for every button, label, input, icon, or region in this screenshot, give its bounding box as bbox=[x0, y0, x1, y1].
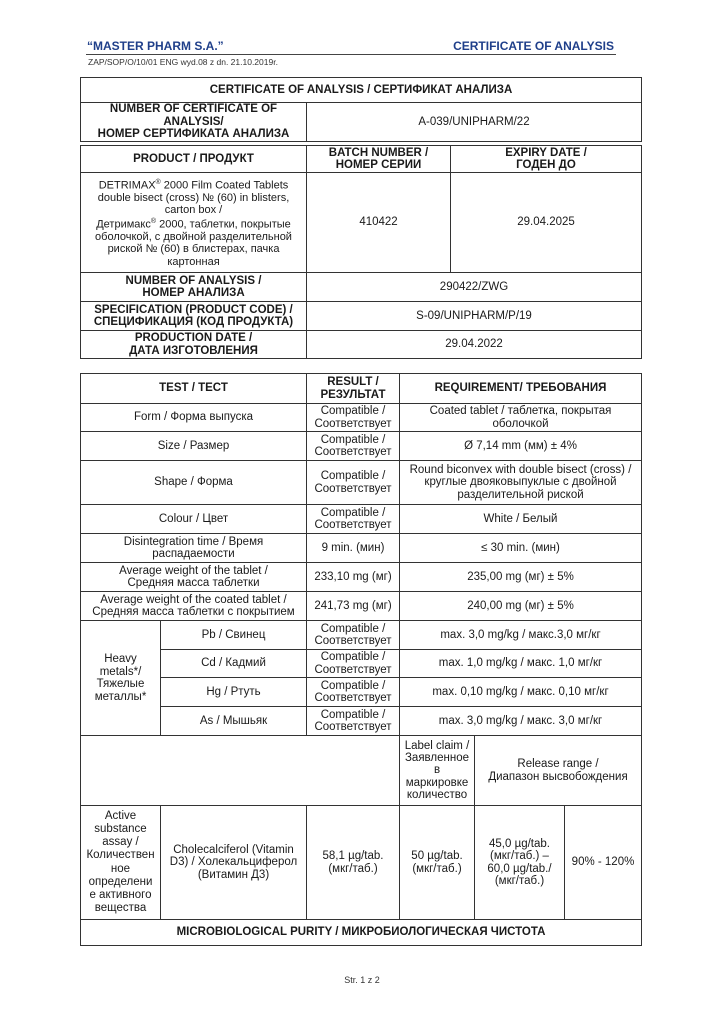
requirement-column-header: REQUIREMENT/ ТРЕБОВАНИЯ bbox=[400, 374, 642, 404]
assay-header-blank bbox=[81, 736, 400, 806]
expiry-date-value: 29.04.2025 bbox=[451, 173, 642, 273]
test-average-weight: Average weight of the tablet / Средняя масса таблетки bbox=[81, 563, 307, 592]
assay-percent-range: 90% - 120% bbox=[565, 806, 642, 920]
requirement-coated-weight: 240,00 mg (мг) ± 5% bbox=[400, 592, 642, 621]
result-arsenic: Compatible / Соответствует bbox=[307, 707, 400, 736]
label-claim-header: Label claim / Заявленное в маркировке количество bbox=[400, 736, 475, 806]
result-shape: Compatible / Соответствует bbox=[307, 461, 400, 505]
release-range-header: Release range / Диапазон высвобождения bbox=[475, 736, 642, 806]
expiry-column-header: EXPIRY DATE / ГОДЕН ДО bbox=[451, 146, 642, 173]
specification-label: SPECIFICATION (PRODUCT CODE) / СПЕЦИФИКАЦИЯ (КОД ПРОДУКТА) bbox=[81, 302, 307, 331]
requirement-size: Ø 7,14 mm (мм) ± 4% bbox=[400, 432, 642, 461]
product-column-header: PRODUCT / ПРОДУКТ bbox=[81, 146, 307, 173]
requirement-arsenic: max. 3,0 mg/kg / макс. 3,0 мг/кг bbox=[400, 707, 642, 736]
result-lead: Compatible / Соответствует bbox=[307, 621, 400, 650]
test-disintegration: Disintegration time / Время распадаемости bbox=[81, 534, 307, 563]
result-size: Compatible / Соответствует bbox=[307, 432, 400, 461]
requirement-cadmium: max. 1,0 mg/kg / макс. 1,0 мг/кг bbox=[400, 650, 642, 678]
requirement-lead: max. 3,0 mg/kg / макс.3,0 мг/кг bbox=[400, 621, 642, 650]
microbiological-purity-title: MICROBIOLOGICAL PURITY / МИКРОБИОЛОГИЧЕСКАЯ ЧИСТОТА bbox=[81, 920, 642, 946]
assay-result: 58,1 µg/tab. (мкг/таб.) bbox=[307, 806, 400, 920]
header-divider bbox=[86, 54, 616, 55]
test-size: Size / Размер bbox=[81, 432, 307, 461]
specification-value: S-09/UNIPHARM/P/19 bbox=[307, 302, 642, 331]
test-coated-weight: Average weight of the coated tablet / Средняя масса таблетки с покрытием bbox=[81, 592, 307, 621]
requirement-shape: Round biconvex with double bisect (cross) / круглые двояковыпуклые с двойной разделительной риской bbox=[400, 461, 642, 505]
batch-number-value: 410422 bbox=[307, 173, 451, 273]
test-arsenic: As / Мышьяк bbox=[161, 707, 307, 736]
test-shape: Shape / Форма bbox=[81, 461, 307, 505]
result-cadmium: Compatible / Соответствует bbox=[307, 650, 400, 678]
document-type: CERTIFICATE OF ANALYSIS bbox=[453, 39, 614, 53]
result-disintegration: 9 min. (мин) bbox=[307, 534, 400, 563]
test-colour: Colour / Цвет bbox=[81, 505, 307, 534]
certificate-title: CERTIFICATE OF ANALYSIS / СЕРТИФИКАТ АНАЛИЗА bbox=[81, 78, 642, 103]
product-name: DETRIMAX® 2000 Film Coated Tablets double bisect (cross) № (60) in blisters, carton box / Детримакс® 2000, таблетки, покрытые оболочкой, с двойной разделительной риской № (60) в блистерах, пачка картонная bbox=[81, 173, 307, 273]
result-mercury: Compatible / Соответствует bbox=[307, 678, 400, 707]
test-cadmium: Cd / Кадмий bbox=[161, 650, 307, 678]
product-table bbox=[80, 145, 642, 359]
page-number: Str. 1 z 2 bbox=[344, 975, 380, 985]
tests-table bbox=[80, 373, 642, 946]
production-date-value: 29.04.2022 bbox=[307, 331, 642, 359]
result-form: Compatible / Соответствует bbox=[307, 404, 400, 432]
result-colour: Compatible / Соответствует bbox=[307, 505, 400, 534]
result-column-header: RESULT / РЕЗУЛЬТАТ bbox=[307, 374, 400, 404]
requirement-average-weight: 235,00 mg (мг) ± 5% bbox=[400, 563, 642, 592]
result-average-weight: 233,10 mg (мг) bbox=[307, 563, 400, 592]
test-column-header: TEST / ТЕСТ bbox=[81, 374, 307, 404]
assay-release-range: 45,0 µg/tab. (мкг/таб.) – 60,0 µg/tab./ (мкг/таб.) bbox=[475, 806, 565, 920]
analysis-number-label: NUMBER OF ANALYSIS / НОМЕР АНАЛИЗА bbox=[81, 273, 307, 302]
active-substance-assay-label: Active substance assay / Количествен ное определени е активного вещества bbox=[81, 806, 161, 920]
result-coated-weight: 241,73 mg (мг) bbox=[307, 592, 400, 621]
certificate-number-label: NUMBER OF CERTIFICATE OF ANALYSIS/ НОМЕР СЕРТИФИКАТА АНАЛИЗА bbox=[81, 103, 307, 142]
analysis-number-value: 290422/ZWG bbox=[307, 273, 642, 302]
test-form: Form / Форма выпуска bbox=[81, 404, 307, 432]
company-name: “MASTER PHARM S.A.” bbox=[87, 39, 224, 53]
batch-column-header: BATCH NUMBER / НОМЕР СЕРИИ bbox=[307, 146, 451, 173]
certificate-table bbox=[80, 77, 642, 142]
document-code: ZAP/SOP/O/10/01 ENG wyd.08 z dn. 21.10.2019r. bbox=[88, 57, 278, 67]
assay-label-claim: 50 µg/tab. (мкг/таб.) bbox=[400, 806, 475, 920]
requirement-mercury: max. 0,10 mg/kg / макс. 0,10 мг/кг bbox=[400, 678, 642, 707]
heavy-metals-label: Heavy metals*/ Тяжелые металлы* bbox=[81, 621, 161, 736]
requirement-disintegration: ≤ 30 min. (мин) bbox=[400, 534, 642, 563]
requirement-form: Coated tablet / таблетка, покрытая оболочкой bbox=[400, 404, 642, 432]
test-mercury: Hg / Ртуть bbox=[161, 678, 307, 707]
production-date-label: PRODUCTION DATE / ДАТА ИЗГОТОВЛЕНИЯ bbox=[81, 331, 307, 359]
assay-substance: Cholecalciferol (Vitamin D3) / Холекальциферол (Витамин Д3) bbox=[161, 806, 307, 920]
test-lead: Pb / Свинец bbox=[161, 621, 307, 650]
requirement-colour: White / Белый bbox=[400, 505, 642, 534]
certificate-number-value: A-039/UNIPHARM/22 bbox=[307, 103, 642, 142]
